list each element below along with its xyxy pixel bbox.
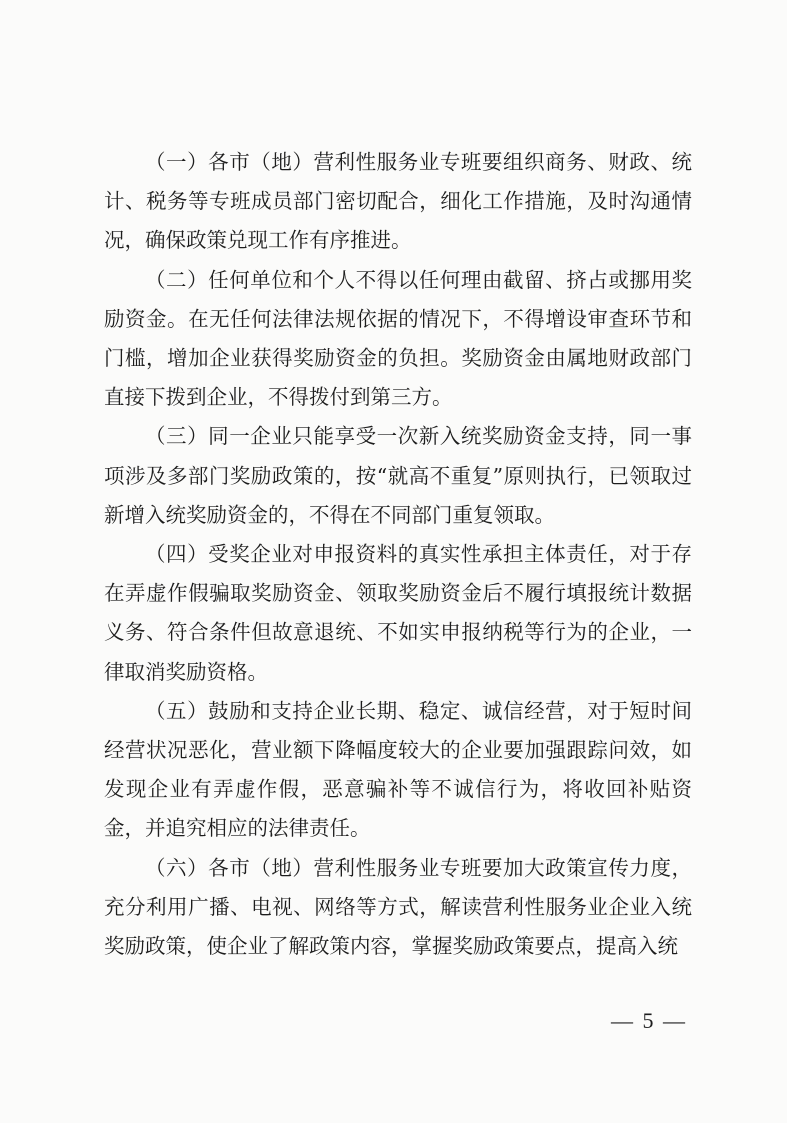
paragraph-3: （三）同一企业只能享受一次新入统奖励资金支持，同一事项涉及多部门奖励政策的，按“就高不重复”原则执行，已领取过新增入统奖励资金的，不得在不同部门重复领取。 — [104, 424, 692, 527]
page-number: — 5 — — [611, 1008, 687, 1033]
paragraph-6: （六）各市（地）营利性服务业专班要加大政策宣传力度，充分利用广播、电视、网络等方式，解读营利性服务业企业入统奖励政策，使企业了解政策内容，掌握奖励政策要点，提高入统 — [104, 855, 692, 959]
paragraph-4: （四）受奖企业对申报资料的真实性承担主体责任，对于存在弄虚作假骗取奖励资金、领取奖励资金后不履行填报统计数据义务、符合条件但故意退统、不如实申报纳税等行为的企业，一律取消奖励资格。 — [104, 542, 692, 684]
paragraph-5: （五）鼓励和支持企业长期、稳定、诚信经营，对于短时间经营状况恶化，营业额下降幅度较大的企业要加强跟踪问效，如发现企业有弄虚作假，恶意骗补等不诚信行为，将收回补贴资金，并追究相应的法律责任。 — [104, 698, 692, 841]
document-body — [104, 143, 692, 966]
paragraph-1: （一）各市（地）营利性服务业专班要组织商务、财政、统计、税务等专班成员部门密切配合，细化工作措施，及时沟通情况，确保政策兑现工作有序推进。 — [104, 150, 692, 253]
paragraph-2: （二）任何单位和个人不得以任何理由截留、挤占或挪用奖励资金。在无任何法律法规依据的情况下，不得增设审查环节和门槛，增加企业获得奖励资金的负担。奖励资金由属地财政部门直接下拨到企业，不得拨付到第三方。 — [104, 267, 692, 410]
